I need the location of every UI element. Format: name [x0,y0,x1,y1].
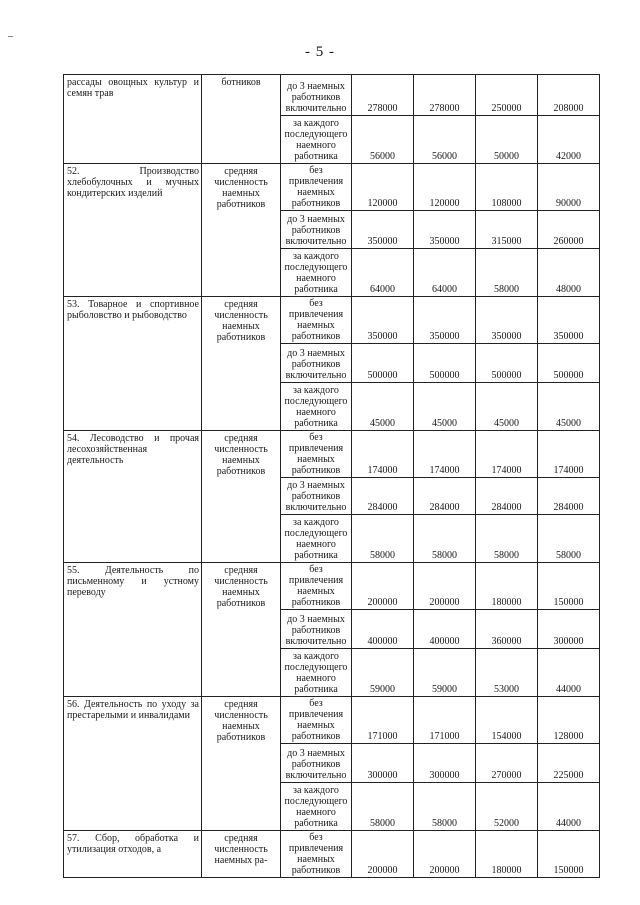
value-cell: 58000 [414,515,476,563]
condition-cell: до 3 наемных работников включительно [281,478,352,515]
value-cell: 58000 [352,515,414,563]
value-cell: 48000 [538,249,600,297]
value-cell: 64000 [414,249,476,297]
value-cell: 500000 [352,344,414,383]
value-cell: 58000 [414,783,476,831]
activity-cell: 52. Производство хлебобулочных и мучных кондитерских изделий [64,164,202,297]
activity-cell: рассады овощных культур и семян трав [64,75,202,164]
value-cell: 120000 [352,164,414,211]
value-cell: 225000 [538,744,600,783]
value-cell: 174000 [352,431,414,478]
activity-cell: 54. Лесоводство и прочая лесохозяйственная деятельность [64,431,202,563]
value-cell: 500000 [476,344,538,383]
condition-cell: без привлечения наемных работников [281,297,352,344]
value-cell: 50000 [476,116,538,164]
condition-cell: без привлечения наемных работников [281,831,352,878]
value-cell: 400000 [414,610,476,649]
indicator-cell: средняя численность наемных работников [202,164,281,297]
value-cell: 44000 [538,783,600,831]
value-cell: 120000 [414,164,476,211]
value-cell: 350000 [414,297,476,344]
scan-mark [8,36,13,37]
value-cell: 59000 [414,649,476,697]
value-cell: 174000 [476,431,538,478]
activity-cell: 55. Деятельность по письменному и устному переводу [64,563,202,697]
value-cell: 400000 [352,610,414,649]
value-cell: 128000 [538,697,600,744]
value-cell: 278000 [352,75,414,116]
value-cell: 58000 [352,783,414,831]
value-cell: 260000 [538,211,600,249]
activity-cell: 53. Товарное и спортивное рыболовство и рыбоводство [64,297,202,431]
value-cell: 350000 [414,211,476,249]
value-cell: 500000 [414,344,476,383]
condition-cell: без привлечения наемных работников [281,431,352,478]
value-cell: 56000 [352,116,414,164]
value-cell: 350000 [538,297,600,344]
value-cell: 350000 [476,297,538,344]
value-cell: 53000 [476,649,538,697]
value-cell: 150000 [538,831,600,878]
table-row [64,831,600,878]
value-cell: 200000 [414,831,476,878]
value-cell: 171000 [352,697,414,744]
table-body [64,75,600,878]
table-row [64,697,600,744]
value-cell: 58000 [476,515,538,563]
table-row [64,164,600,211]
indicator-cell: ботников [202,75,281,164]
indicator-cell: средняя численность наемных работников [202,297,281,431]
value-cell: 278000 [414,75,476,116]
value-cell: 270000 [476,744,538,783]
condition-cell: за каждого последующего наемного работника [281,249,352,297]
indicator-cell: средняя численность наемных ра- [202,831,281,878]
condition-cell: до 3 наемных работников включительно [281,610,352,649]
value-cell: 45000 [352,383,414,431]
value-cell: 360000 [476,610,538,649]
value-cell: 52000 [476,783,538,831]
condition-cell: до 3 наемных работников включительно [281,744,352,783]
value-cell: 59000 [352,649,414,697]
value-cell: 150000 [538,563,600,610]
table-row [64,563,600,610]
value-cell: 250000 [476,75,538,116]
tax-rate-table [63,74,600,878]
value-cell: 44000 [538,649,600,697]
value-cell: 45000 [476,383,538,431]
condition-cell: за каждого последующего наемного работника [281,116,352,164]
value-cell: 64000 [352,249,414,297]
condition-cell: за каждого последующего наемного работника [281,649,352,697]
value-cell: 174000 [538,431,600,478]
value-cell: 200000 [414,563,476,610]
value-cell: 300000 [414,744,476,783]
value-cell: 108000 [476,164,538,211]
value-cell: 45000 [538,383,600,431]
condition-cell: за каждого последующего наемного работника [281,515,352,563]
value-cell: 350000 [352,297,414,344]
condition-cell: до 3 наемных работников включительно [281,211,352,249]
indicator-cell: средняя численность наемных работников [202,697,281,831]
value-cell: 171000 [414,697,476,744]
condition-cell: за каждого последующего наемного работника [281,783,352,831]
value-cell: 300000 [352,744,414,783]
value-cell: 45000 [414,383,476,431]
condition-cell: до 3 наемных работников включительно [281,344,352,383]
value-cell: 500000 [538,344,600,383]
table-row [64,297,600,344]
value-cell: 154000 [476,697,538,744]
value-cell: 58000 [538,515,600,563]
value-cell: 284000 [414,478,476,515]
condition-cell: без привлечения наемных работников [281,697,352,744]
value-cell: 315000 [476,211,538,249]
condition-cell: без привлечения наемных работников [281,563,352,610]
value-cell: 180000 [476,831,538,878]
value-cell: 56000 [414,116,476,164]
value-cell: 200000 [352,563,414,610]
value-cell: 350000 [352,211,414,249]
condition-cell: без привлечения наемных работников [281,164,352,211]
activity-cell: 56. Деятельность по уходу за престарелыми и инвалидами [64,697,202,831]
value-cell: 58000 [476,249,538,297]
value-cell: 174000 [414,431,476,478]
table-row [64,75,600,116]
value-cell: 284000 [538,478,600,515]
value-cell: 180000 [476,563,538,610]
value-cell: 42000 [538,116,600,164]
condition-cell: до 3 наемных работников включительно [281,75,352,116]
value-cell: 284000 [352,478,414,515]
value-cell: 200000 [352,831,414,878]
activity-cell: 57. Сбор, обработка и утилизация отходов, а [64,831,202,878]
indicator-cell: средняя численность наемных работников [202,563,281,697]
value-cell: 300000 [538,610,600,649]
value-cell: 208000 [538,75,600,116]
value-cell: 284000 [476,478,538,515]
condition-cell: за каждого последующего наемного работника [281,383,352,431]
value-cell: 90000 [538,164,600,211]
table-row [64,431,600,478]
indicator-cell: средняя численность наемных работников [202,431,281,563]
page-number: - 5 - [305,44,335,60]
